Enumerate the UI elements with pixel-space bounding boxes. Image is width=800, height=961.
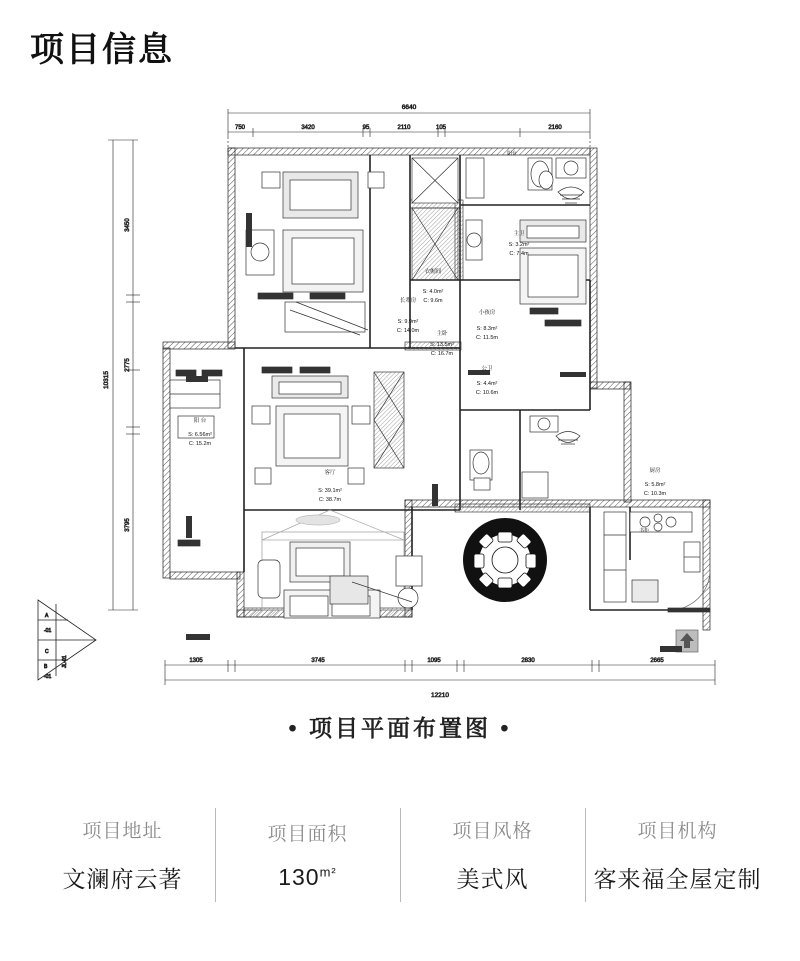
marker-sheet: JL-01: [62, 655, 68, 668]
dimension-left: [108, 140, 140, 610]
info-value-area: [278, 864, 337, 891]
room-label-8-name: 厨房: [649, 468, 661, 474]
room-label-3-area: S: 9.9m²: [397, 319, 419, 325]
info-cell-style: [400, 800, 585, 910]
room-label-7-perimeter: C: 38.7m: [318, 497, 342, 503]
room-label-8-perimeter: C: 10.3m: [643, 491, 667, 497]
marker-b: B: [44, 664, 48, 670]
info-cell-address: [30, 800, 215, 910]
room-label-7-area: S: 39.1m²: [318, 488, 342, 494]
marker-c: C: [45, 649, 49, 655]
room-label-5-area: S: 4.4m²: [476, 381, 498, 387]
room-label-1-name: 主卫: [513, 231, 525, 237]
room-label-4-area: S: 8.3m²: [476, 326, 498, 332]
dim-bottom-total: 12210: [430, 692, 450, 699]
dim-bottom-seg-3: 2830: [521, 658, 535, 664]
dim-top-seg-0: 750: [234, 125, 246, 131]
info-value-area-unit: m²: [319, 864, 337, 880]
room-label-6-perimeter: C: 15.2m: [188, 441, 212, 447]
room-balcony: [170, 370, 222, 546]
room-label-2-name: 主卧: [436, 331, 448, 337]
room-label-3-name: 长辈房: [399, 298, 417, 304]
info-cell-area: [215, 800, 400, 910]
marker-a-sub: -01: [44, 628, 52, 634]
room-walk-in-closet: [412, 158, 458, 280]
room-label-1-area: S: 3.2m²: [508, 242, 530, 248]
dim-left-seg-1: 2775: [125, 358, 131, 372]
marker-a: A: [45, 613, 49, 619]
room-master-bedroom: [246, 172, 384, 335]
project-info-table: [30, 800, 770, 910]
dim-top-seg-3: 2110: [397, 125, 411, 131]
dim-top-total: 6640: [401, 104, 417, 111]
dim-left-total: 10315: [103, 370, 110, 390]
dim-left-seg-2: 3795: [125, 518, 131, 532]
floor-plan-container: [0, 80, 800, 720]
dim-bottom-seg-2: 1095: [427, 658, 441, 664]
room-label-9-name: 书柜: [638, 528, 650, 534]
info-value-style: 美式风: [456, 866, 529, 892]
room-label-4-name: 小孩房: [478, 310, 496, 316]
info-cell-organization: [585, 800, 770, 910]
room-elder-bedroom: [252, 367, 404, 484]
info-label-organization: 项目机构: [637, 821, 718, 842]
room-public-bath: [470, 416, 580, 498]
dim-bottom-seg-0: 1305: [189, 658, 203, 664]
room-label-8-area: S: 5.8m²: [644, 482, 666, 488]
room-label-2-perimeter: C: 16.7m: [430, 351, 454, 357]
room-label-1-perimeter: C: 7.4m: [509, 251, 529, 257]
plan-caption: • 项目平面布置图 •: [288, 715, 512, 741]
room-label-0-area: S: 4.0m²: [422, 289, 444, 295]
marker-b-sub: -01: [44, 674, 52, 680]
dim-left-seg-0: 3450: [125, 218, 131, 232]
info-value-address: 文澜府云著: [62, 866, 183, 892]
room-master-bath: [466, 158, 586, 203]
floor-plan-drawing: [0, 80, 800, 720]
info-label-address: 项目地址: [82, 821, 163, 842]
info-label-area: 项目面积: [267, 824, 348, 845]
room-label-7-name: 客厅: [324, 470, 336, 476]
room-label-5-perimeter: C: 10.6m: [475, 390, 499, 396]
room-label-4-perimeter: C: 11.5m: [476, 335, 498, 341]
dim-bottom-seg-4: 2665: [650, 658, 664, 664]
room-kitchen: [604, 512, 700, 602]
room-label-3-perimeter: C: 14.0m: [396, 328, 420, 334]
dim-top-seg-1: 3420: [301, 125, 315, 131]
room-living: [258, 510, 422, 618]
section-marker: [38, 600, 96, 680]
dining-table-set: [463, 518, 547, 602]
dim-top-seg-4: 105: [435, 125, 447, 131]
info-value-area-number: 130: [278, 864, 320, 890]
info-label-style: 项目风格: [452, 821, 533, 842]
page-title: 项目信息: [30, 31, 174, 69]
room-label-6-name: 阳 台: [193, 418, 207, 424]
room-label-6-area: S: 6.56m²: [188, 432, 212, 438]
room-label-10-name: 阳台: [506, 151, 518, 157]
room-label-0-name: 衣帽间: [424, 269, 442, 275]
room-label-2-area: S: 13.5m²: [430, 342, 454, 348]
dim-top-seg-2: 95: [362, 125, 370, 131]
info-value-organization: 客来福全屋定制: [593, 866, 762, 892]
room-label-0-perimeter: C: 9.6m: [423, 298, 443, 304]
dim-top-seg-5: 2160: [548, 125, 562, 131]
dim-bottom-seg-1: 3745: [311, 658, 325, 664]
room-label-5-name: 公卫: [481, 366, 493, 372]
